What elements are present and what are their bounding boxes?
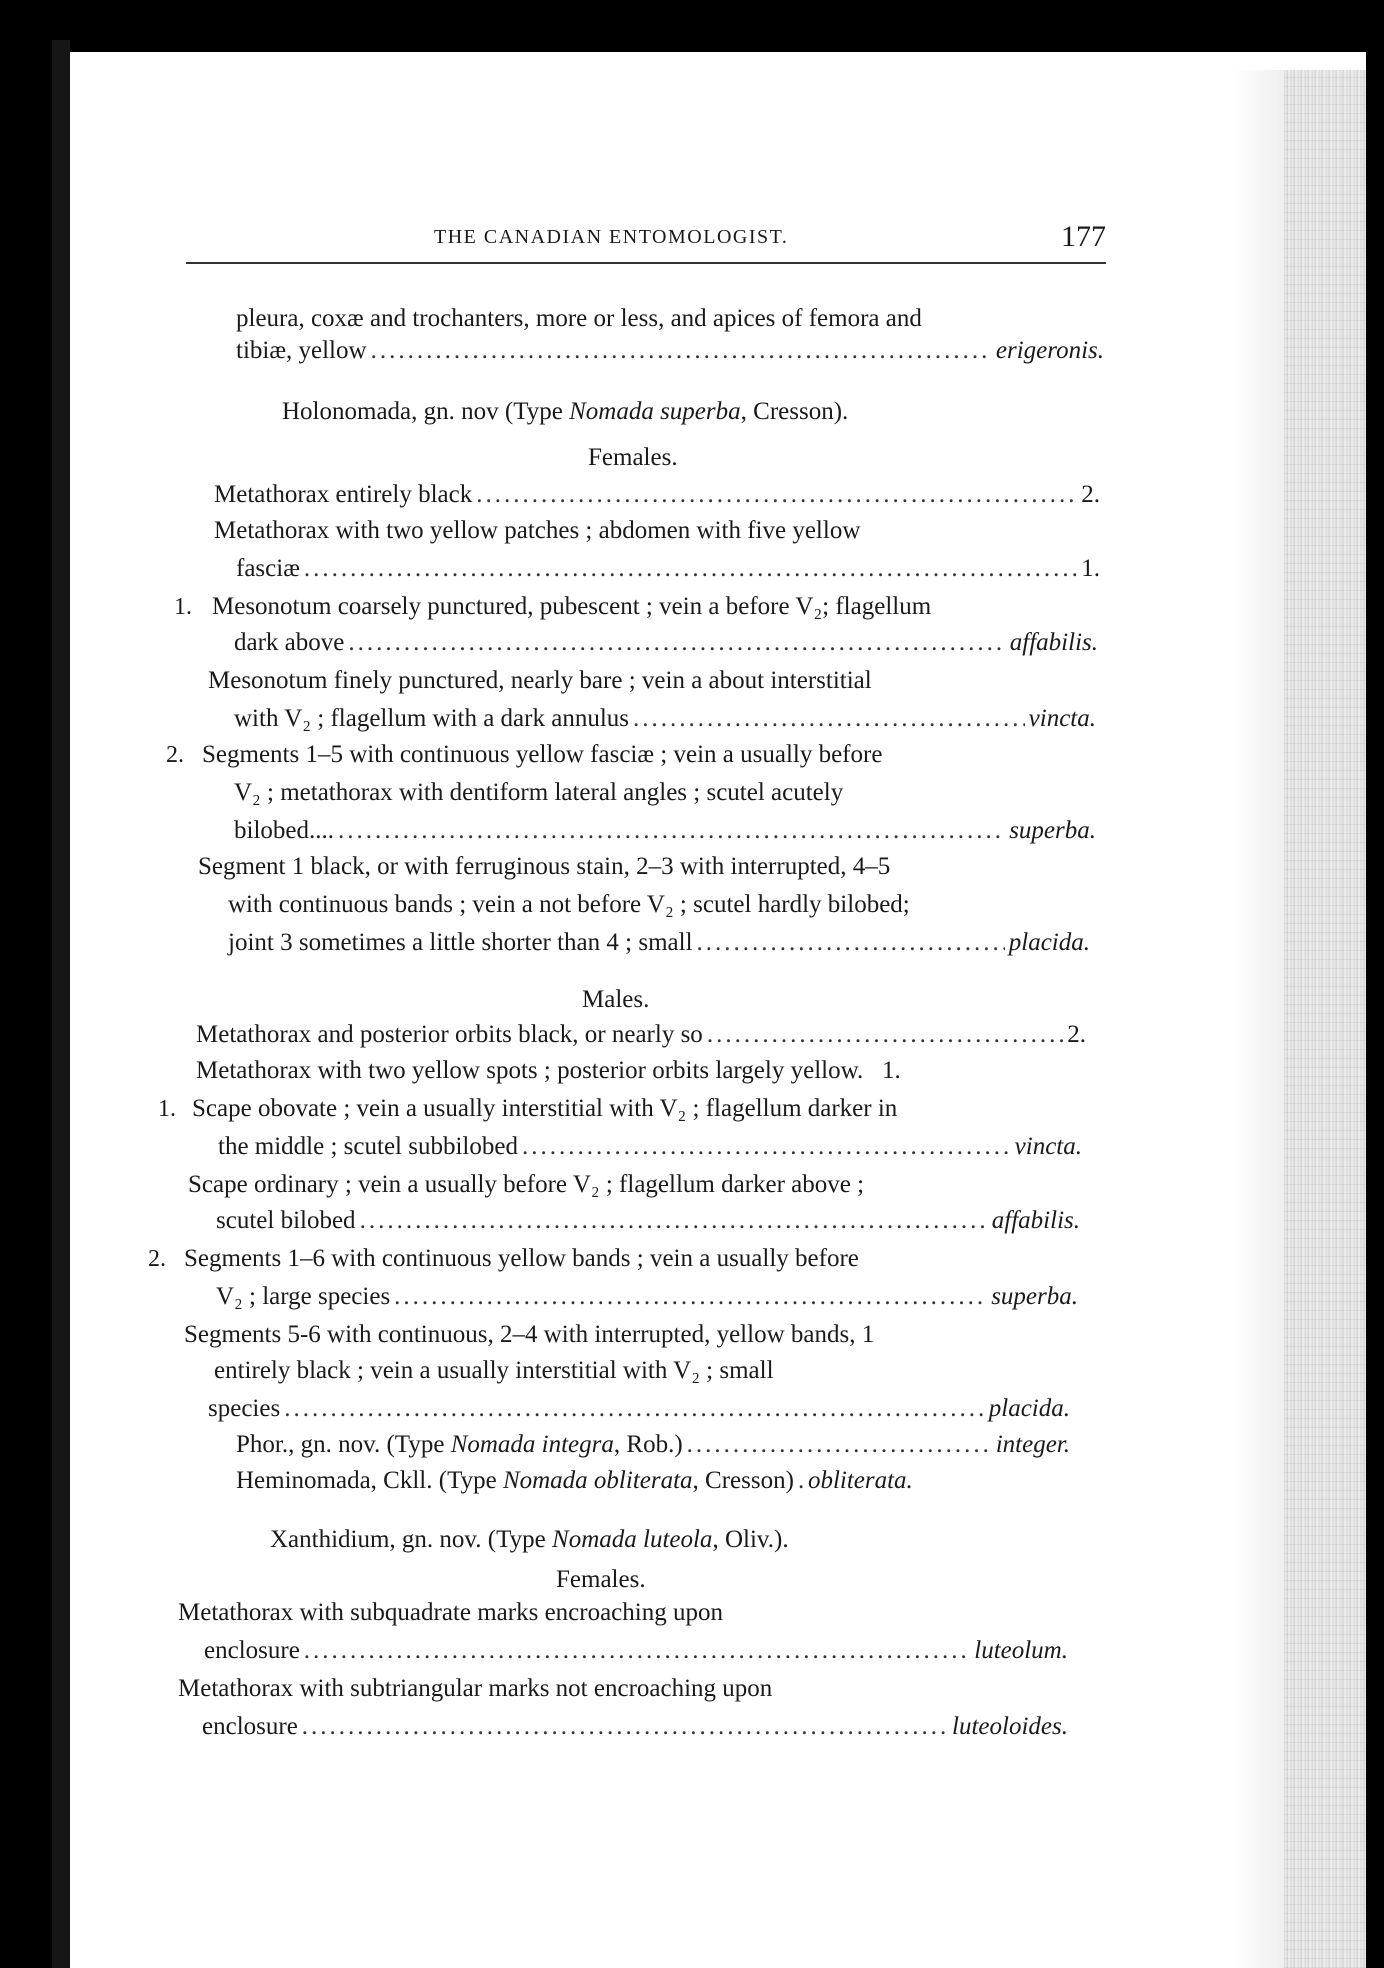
- genus-heading: Xanthidium, gn. nov. (Type Nomada luteola, Oliv.).: [270, 1526, 789, 1553]
- couplet-number: 1.: [174, 594, 192, 620]
- key-entry: joint 3 sometimes a little shorter than 4 ; small ..... placida.: [228, 928, 1090, 958]
- text-line: Metathorax with two yellow patches ; abdomen with five yellow: [214, 517, 861, 544]
- leader-dots: [338, 816, 1005, 846]
- page-number: 177: [1061, 220, 1106, 253]
- text-line: Metathorax with subtriangular marks not encroaching upon: [178, 1675, 773, 1702]
- text-line: Segments 5-6 with continuous, 2–4 with interrupted, yellow bands, 1: [184, 1321, 875, 1348]
- key-entry: with V₂ ; flagellum with a dark annulus ..... vincta.: [234, 704, 1096, 734]
- text-line: with continuous bands ; vein a not before V₂ ; scutel hardly bilobed;: [228, 891, 910, 918]
- species-name: superba.: [1009, 817, 1096, 844]
- text-line: Metathorax with subquadrate marks encroaching upon: [178, 1599, 723, 1626]
- text-line: Mesonotum coarsely punctured, pubescent ; vein a before V₂; flagellum: [212, 593, 932, 620]
- page-gutter-shade: [1232, 70, 1284, 1968]
- text-line: Scape ordinary ; vein a usually before V₂ ; flagellum darker above ;: [188, 1171, 865, 1198]
- species-name: affabilis.: [1009, 629, 1098, 656]
- species-name: luteoloides.: [952, 1713, 1068, 1740]
- species-name: affabilis.: [991, 1207, 1080, 1234]
- leader-dots: [476, 480, 1077, 510]
- text-line: V₂ ; metathorax with dentiform lateral angles ; scutel acutely: [234, 779, 844, 806]
- key-entry: Metathorax and posterior orbits black, or nearly so ..... 2.: [196, 1020, 1086, 1050]
- book-spine-shadow: [52, 40, 70, 1968]
- page-edges-stack: [1284, 70, 1366, 1968]
- leader-dots: [302, 1712, 948, 1742]
- key-entry: the middle ; scutel subbilobed ..... vincta.: [218, 1132, 1082, 1162]
- key-entry: bilobed.... ..... superba.: [234, 816, 1096, 846]
- leader-dots: [522, 1132, 1011, 1162]
- leader-dots: [371, 336, 992, 366]
- species-name: integer.: [995, 1431, 1070, 1458]
- females-label: Females.: [556, 1566, 646, 1593]
- males-label: Males.: [582, 986, 650, 1013]
- key-entry: dark above ..... affabilis.: [234, 628, 1098, 658]
- text-line: Mesonotum finely punctured, nearly bare ; vein a about interstitial: [208, 667, 872, 694]
- text-line: entirely black ; vein a usually interstitial with V₂ ; small: [214, 1357, 774, 1384]
- running-title: THE CANADIAN ENTOMOLOGIST.: [434, 226, 789, 248]
- text-line: Segment 1 black, or with ferruginous stain, 2–3 with interrupted, 4–5: [198, 853, 891, 880]
- couplet-number: 2.: [166, 742, 184, 768]
- leader-dots: [304, 1636, 970, 1666]
- couplet-number: 2.: [148, 1246, 166, 1272]
- leader-dots: [707, 1020, 1063, 1050]
- leader-dots: [687, 1430, 992, 1460]
- key-entry: scutel bilobed ..... affabilis.: [216, 1206, 1080, 1236]
- leader-dots: [304, 554, 1077, 584]
- scan-border-left: [0, 0, 52, 1968]
- species-name: vincta.: [1028, 705, 1096, 732]
- couplet-number: 1.: [158, 1096, 176, 1122]
- scan-border-right: [1366, 0, 1384, 1968]
- key-entry: Metathorax entirely black ..... 2.: [214, 480, 1100, 510]
- text-line: Scape obovate ; vein a usually interstitial with V₂ ; flagellum darker in: [192, 1095, 898, 1122]
- text-line: Metathorax with two yellow spots ; posterior orbits largely yellow. 1.: [196, 1057, 901, 1084]
- genus-entry: Heminomada, Ckll. (Type Nomada obliterata, Cresson) ..... obliterata.: [236, 1466, 1070, 1496]
- species-name: placida.: [1008, 929, 1090, 956]
- leader-dots: [798, 1466, 804, 1496]
- genus-entry: Phor., gn. nov. (Type Nomada integra, Rob.) ..... integer.: [236, 1430, 1070, 1460]
- key-entry: enclosure ..... luteoloides.: [202, 1712, 1068, 1742]
- couplet-ref: 1.: [882, 1057, 901, 1084]
- leader-dots: [360, 1206, 988, 1236]
- leader-dots: [697, 928, 1005, 958]
- couplet-ref: 2.: [1081, 481, 1100, 508]
- leader-dots: [633, 704, 1025, 734]
- text-line: Segments 1–6 with continuous yellow bands ; vein a usually before: [184, 1245, 859, 1272]
- couplet-ref: 2.: [1067, 1021, 1086, 1048]
- text-line: Segments 1–5 with continuous yellow fasciæ ; vein a usually before: [202, 741, 883, 768]
- page-header: [186, 220, 1106, 266]
- species-name: superba.: [991, 1283, 1078, 1310]
- females-label: Females.: [588, 444, 678, 471]
- couplet-ref: 1.: [1081, 555, 1100, 582]
- leader-dots: [394, 1282, 987, 1312]
- species-name: vincta.: [1014, 1133, 1082, 1160]
- leader-dots: [348, 628, 1005, 658]
- species-name: placida.: [988, 1395, 1070, 1422]
- key-entry: [236, 336, 1104, 366]
- species-name: obliterata.: [807, 1467, 913, 1494]
- scan-border-top: [0, 0, 1384, 52]
- key-entry: species ..... placida.: [208, 1394, 1070, 1424]
- header-rule: [186, 262, 1106, 264]
- key-entry: enclosure ..... luteolum.: [204, 1636, 1068, 1666]
- text-line: pleura, coxæ and trochanters, more or less, and apices of femora and: [236, 305, 922, 332]
- key-entry: fasciæ ..... 1.: [236, 554, 1100, 584]
- key-entry: V₂ ; large species ..... superba.: [216, 1282, 1078, 1312]
- species-name: luteolum.: [974, 1637, 1068, 1664]
- species-name: erigeronis.: [995, 337, 1104, 364]
- entry-text: tibiæ, yellow: [236, 337, 367, 364]
- genus-heading: Holonomada, gn. nov (Type Nomada superba, Cresson).: [282, 398, 849, 425]
- leader-dots: [284, 1394, 985, 1424]
